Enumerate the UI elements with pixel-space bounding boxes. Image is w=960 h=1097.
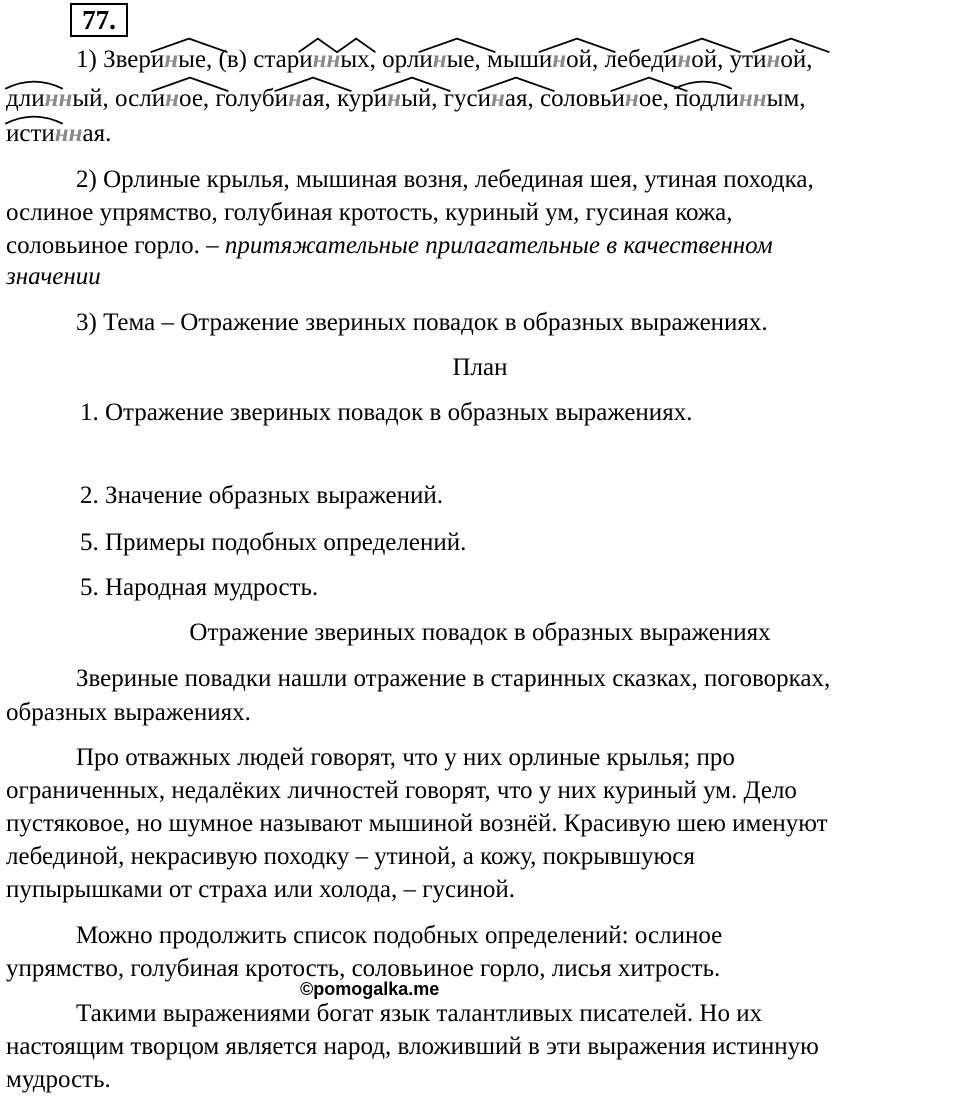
morpheme-word xyxy=(103,46,212,73)
suffix-arc-icon xyxy=(372,76,452,92)
word-suffix: ин xyxy=(478,85,505,112)
essay-p2-line-2: ограниченных, недалёких личностей говорят, что у них куриный ум. Дело xyxy=(6,777,797,804)
highlighted-letters: нн xyxy=(312,46,341,73)
word-suffix: ин xyxy=(275,85,302,112)
word-ending: ые, xyxy=(178,46,213,73)
morpheme-word xyxy=(444,85,534,112)
word-ending: ая. xyxy=(82,120,112,147)
highlighted-letters: н xyxy=(287,85,302,112)
highlighted-letters: н xyxy=(491,85,505,112)
word-stem: стар xyxy=(253,46,300,73)
word-stem: лебед xyxy=(604,46,664,73)
part2-line-2: ослиное упрямство, голубиная кротость, куриный ум, гусиная кожа, xyxy=(6,199,733,226)
highlighted-letters: н xyxy=(387,85,402,112)
word-ending: ых, xyxy=(340,46,376,73)
word-ending: ые, xyxy=(446,46,481,73)
part1-line-1 xyxy=(76,44,813,76)
word-root: подлинн xyxy=(675,85,767,112)
word-ending: ое, xyxy=(638,85,669,112)
morpheme-word xyxy=(6,120,111,147)
double-suffix-arc-icon xyxy=(297,37,377,53)
essay-p4-line-3: мудрость. xyxy=(6,1066,111,1093)
word-stem: осл xyxy=(115,85,152,112)
suffix-arc-icon xyxy=(149,37,229,53)
essay-p2-line-4: лебединой, некрасивую походку – утиной, а кожу, покрывшуюся xyxy=(6,843,695,870)
exercise-number: 77. xyxy=(70,3,128,37)
plan-item-4: 5. Народная мудрость. xyxy=(80,574,319,601)
morpheme-word xyxy=(730,46,813,73)
word-ending: ый, xyxy=(401,85,438,112)
plan-item-2: 2. Значение образных выражений. xyxy=(80,482,444,509)
word-suffix: ин xyxy=(151,46,178,73)
morpheme-word xyxy=(253,46,376,73)
part2-note: – притяжательные прилагательные в качественном xyxy=(206,232,773,259)
word-suffix: ин xyxy=(374,85,401,112)
word-ending: ой, xyxy=(691,46,724,73)
essay-p2-line-5: пупырышками от страха или холода, – гусиной. xyxy=(6,876,515,903)
highlighted-letters: н xyxy=(766,46,781,73)
word-suffix: ин xyxy=(419,46,446,73)
highlighted-letters: нн xyxy=(738,85,767,112)
part2-line-3 xyxy=(6,230,773,262)
word-suffix: ин xyxy=(664,46,691,73)
word-stem: орл xyxy=(382,46,420,73)
essay-p3-line-2: упрямство, голубиная кротость, соловьиное горло, лисья хитрость. xyxy=(6,955,721,982)
word-suffix: ин xyxy=(753,46,780,73)
word-suffix: ин xyxy=(152,85,179,112)
essay-p4-line-1: Такими выражениями богат язык талантливых писателей. Но их xyxy=(76,1000,763,1027)
essay-p4-line-2: настоящим творцом является народ, вложивший в эти выражения истинную xyxy=(6,1033,819,1060)
suffix-arc-icon xyxy=(150,76,230,92)
essay-p2-line-3: пустяковое, но шумное называют мышиной вознёй. Красивую шею именуют xyxy=(6,810,828,837)
essay-p2-line-1: Про отважных людей говорят, что у них орлиные крылья; про xyxy=(76,744,735,771)
morpheme-word xyxy=(115,85,209,112)
part1-line-3 xyxy=(6,118,111,150)
word-ending: ым, xyxy=(766,85,806,112)
suffix-arc-icon xyxy=(537,37,617,53)
part2-note-continued: значении xyxy=(6,263,101,290)
word-ending: ый, xyxy=(72,85,109,112)
highlighted-letters: нн xyxy=(54,120,83,147)
word-ending: ое, xyxy=(179,85,210,112)
highlighted-letters: нн xyxy=(44,85,73,112)
essay-p3-line-1: Можно продолжить список подобных определений: ослиное xyxy=(76,922,723,949)
suffix-arc-icon xyxy=(662,37,742,53)
word-ending: ая, xyxy=(504,85,534,112)
word-stem: соловь xyxy=(540,85,612,112)
essay-p1-line-1: Звериные повадки нашли отражение в старинных сказках, поговорках, xyxy=(76,665,831,692)
morpheme-word xyxy=(487,46,598,73)
plan-item-1: 1. Отражение звериных повадок в образных выражениях. xyxy=(80,399,693,426)
morpheme-word: (в) xyxy=(218,46,248,73)
word-root: длинн xyxy=(6,85,72,112)
plan-item-3: 5. Примеры подобных определений. xyxy=(80,529,467,556)
word-stem: ут xyxy=(729,46,754,73)
part2-line-1: 2) Орлиные крылья, мышиная возня, лебединая шея, утиная походка, xyxy=(76,166,814,193)
plan-heading: План xyxy=(452,354,508,381)
word-root: истинн xyxy=(6,120,83,147)
essay-p1-line-2: образных выражениях. xyxy=(6,699,251,726)
suffix-arc-icon xyxy=(417,37,497,53)
word-suffix: инн xyxy=(299,46,340,73)
word-ending: ой, xyxy=(780,46,813,73)
highlighted-letters: н xyxy=(432,46,447,73)
word-stem: Звер xyxy=(103,46,151,73)
word-suffix: ин xyxy=(611,85,638,112)
root-arc-icon xyxy=(673,78,733,90)
part2-line-3-plain: соловьиное горло. xyxy=(6,232,207,259)
watermark: ©pomogalka.me xyxy=(300,979,440,999)
morpheme-word xyxy=(215,85,330,112)
theme-line: 3) Тема – Отражение звериных повадок в образных выражениях. xyxy=(76,309,768,336)
morpheme-word xyxy=(6,85,109,112)
word-ending: ой, xyxy=(566,46,599,73)
part1-line-2 xyxy=(6,83,806,115)
highlighted-letters: н xyxy=(552,46,567,73)
morpheme-word xyxy=(675,85,805,112)
word-stem: кур xyxy=(336,85,374,112)
suffix-arc-icon xyxy=(273,76,353,92)
word-stem: голуб xyxy=(215,85,275,112)
highlighted-letters: н xyxy=(624,85,639,112)
essay-title: Отражение звериных повадок в образных выражениях xyxy=(189,619,771,646)
word-suffix: ин xyxy=(539,46,566,73)
suffix-arc-icon xyxy=(751,37,831,53)
highlighted-letters: н xyxy=(677,46,692,73)
highlighted-letters: н xyxy=(164,46,179,73)
root-arc-icon xyxy=(4,113,64,125)
morpheme-word xyxy=(382,46,481,73)
word-stem: мыш xyxy=(487,46,539,73)
suffix-arc-icon xyxy=(476,76,556,92)
root-arc-icon xyxy=(4,78,64,90)
highlighted-letters: н xyxy=(165,85,180,112)
word-ending: ая, xyxy=(301,85,331,112)
word-stem: гус xyxy=(443,85,478,112)
morpheme-word xyxy=(540,85,669,112)
morpheme-word xyxy=(605,46,724,73)
part1-number: 1) xyxy=(76,46,97,73)
